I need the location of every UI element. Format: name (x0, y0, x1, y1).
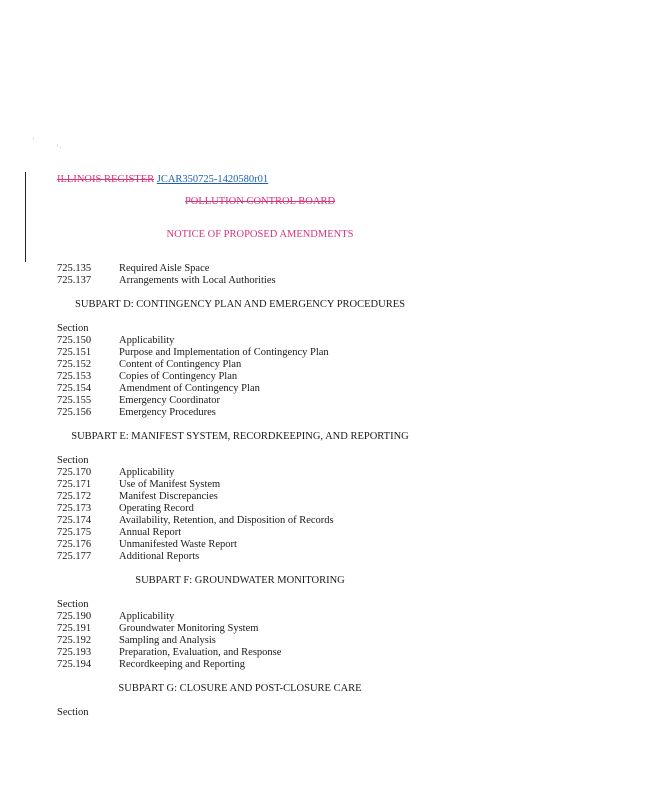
section-title: Amendment of Contingency Plan (119, 383, 260, 394)
section-entry (57, 527, 477, 539)
subpart-heading: SUBPART D: CONTINGENCY PLAN AND EMERGENCY PROCEDURES (75, 299, 405, 310)
section-number: 725.173 (57, 503, 92, 514)
section-title: Recordkeeping and Reporting (119, 659, 245, 670)
section-title: Operating Record (119, 503, 194, 514)
table-of-contents (57, 263, 477, 719)
section-label: Section (57, 599, 89, 610)
section-title: Content of Contingency Plan (119, 359, 242, 370)
register-deleted-text: ILLINOIS REGISTER (57, 174, 155, 185)
section-number: 725.174 (57, 515, 92, 526)
section-number: 725.150 (57, 335, 92, 346)
margin-mark: ' · (57, 145, 62, 151)
revision-change-bar (25, 172, 26, 262)
section-number: 725.190 (57, 611, 92, 622)
margin-mark: ' (33, 138, 35, 144)
section-entry (57, 611, 477, 623)
section-number: 725.135 (57, 263, 92, 274)
section-number: 725.155 (57, 395, 92, 406)
section-entry (57, 407, 477, 419)
section-entry (57, 395, 477, 407)
section-entry (57, 359, 477, 371)
section-number: 725.151 (57, 347, 92, 358)
section-number: 725.191 (57, 623, 92, 634)
section-entry (57, 623, 477, 635)
section-entry (57, 491, 477, 503)
section-title: Use of Manifest System (119, 479, 221, 490)
section-title: Groundwater Monitoring System (119, 623, 259, 634)
section-entry (57, 659, 477, 671)
section-number: 725.154 (57, 383, 92, 394)
section-label: Section (57, 323, 89, 334)
notice-header: NOTICE OF PROPOSED AMENDMENTS (166, 229, 354, 240)
section-title: Availability, Retention, and Disposition of Records (119, 515, 334, 526)
section-title: Applicability (119, 467, 175, 478)
section-entry (57, 479, 477, 491)
section-title: Applicability (119, 335, 175, 346)
register-header (57, 174, 268, 185)
section-label: Section (57, 455, 89, 466)
section-title: Emergency Coordinator (119, 395, 220, 406)
section-number: 725.192 (57, 635, 92, 646)
section-entry (57, 551, 477, 563)
section-number: 725.175 (57, 527, 92, 538)
section-entry (57, 383, 477, 395)
section-entry (57, 371, 477, 383)
section-title: Sampling and Analysis (119, 635, 216, 646)
section-entry (57, 515, 477, 527)
register-inserted-text: JCAR350725-1420580r01 (156, 174, 269, 185)
section-title: Copies of Contingency Plan (119, 371, 238, 382)
section-number: 725.194 (57, 659, 92, 670)
section-entry (57, 347, 477, 359)
section-label: Section (57, 707, 89, 718)
section-entry (57, 467, 477, 479)
section-title: Arrangements with Local Authorities (119, 275, 276, 286)
section-title: Applicability (119, 611, 175, 622)
board-header: POLLUTION CONTROL BOARD (184, 196, 336, 207)
section-title: Manifest Discrepancies (119, 491, 218, 502)
section-title: Emergency Procedures (119, 407, 216, 418)
section-number: 725.156 (57, 407, 92, 418)
section-number: 725.193 (57, 647, 92, 658)
subpart-heading: SUBPART F: GROUNDWATER MONITORING (135, 575, 345, 586)
section-number: 725.152 (57, 359, 92, 370)
section-number: 725.177 (57, 551, 92, 562)
subpart-heading: SUBPART G: CLOSURE AND POST-CLOSURE CARE (118, 683, 362, 694)
section-entry (57, 539, 477, 551)
section-entry (57, 263, 477, 275)
section-entry (57, 275, 477, 287)
section-entry (57, 503, 477, 515)
section-number: 725.170 (57, 467, 92, 478)
section-title: Preparation, Evaluation, and Response (119, 647, 282, 658)
section-entry (57, 635, 477, 647)
section-title: Purpose and Implementation of Contingency Plan (119, 347, 329, 358)
section-entry (57, 647, 477, 659)
section-number: 725.137 (57, 275, 92, 286)
section-number: 725.153 (57, 371, 92, 382)
section-title: Annual Report (119, 527, 182, 538)
section-number: 725.171 (57, 479, 92, 490)
section-entry (57, 335, 477, 347)
section-number: 725.176 (57, 539, 92, 550)
section-title: Additional Reports (119, 551, 200, 562)
section-title: Unmanifested Waste Report (119, 539, 237, 550)
section-title: Required Aisle Space (119, 263, 210, 274)
section-number: 725.172 (57, 491, 92, 502)
subpart-heading: SUBPART E: MANIFEST SYSTEM, RECORDKEEPING, AND REPORTING (71, 431, 409, 442)
